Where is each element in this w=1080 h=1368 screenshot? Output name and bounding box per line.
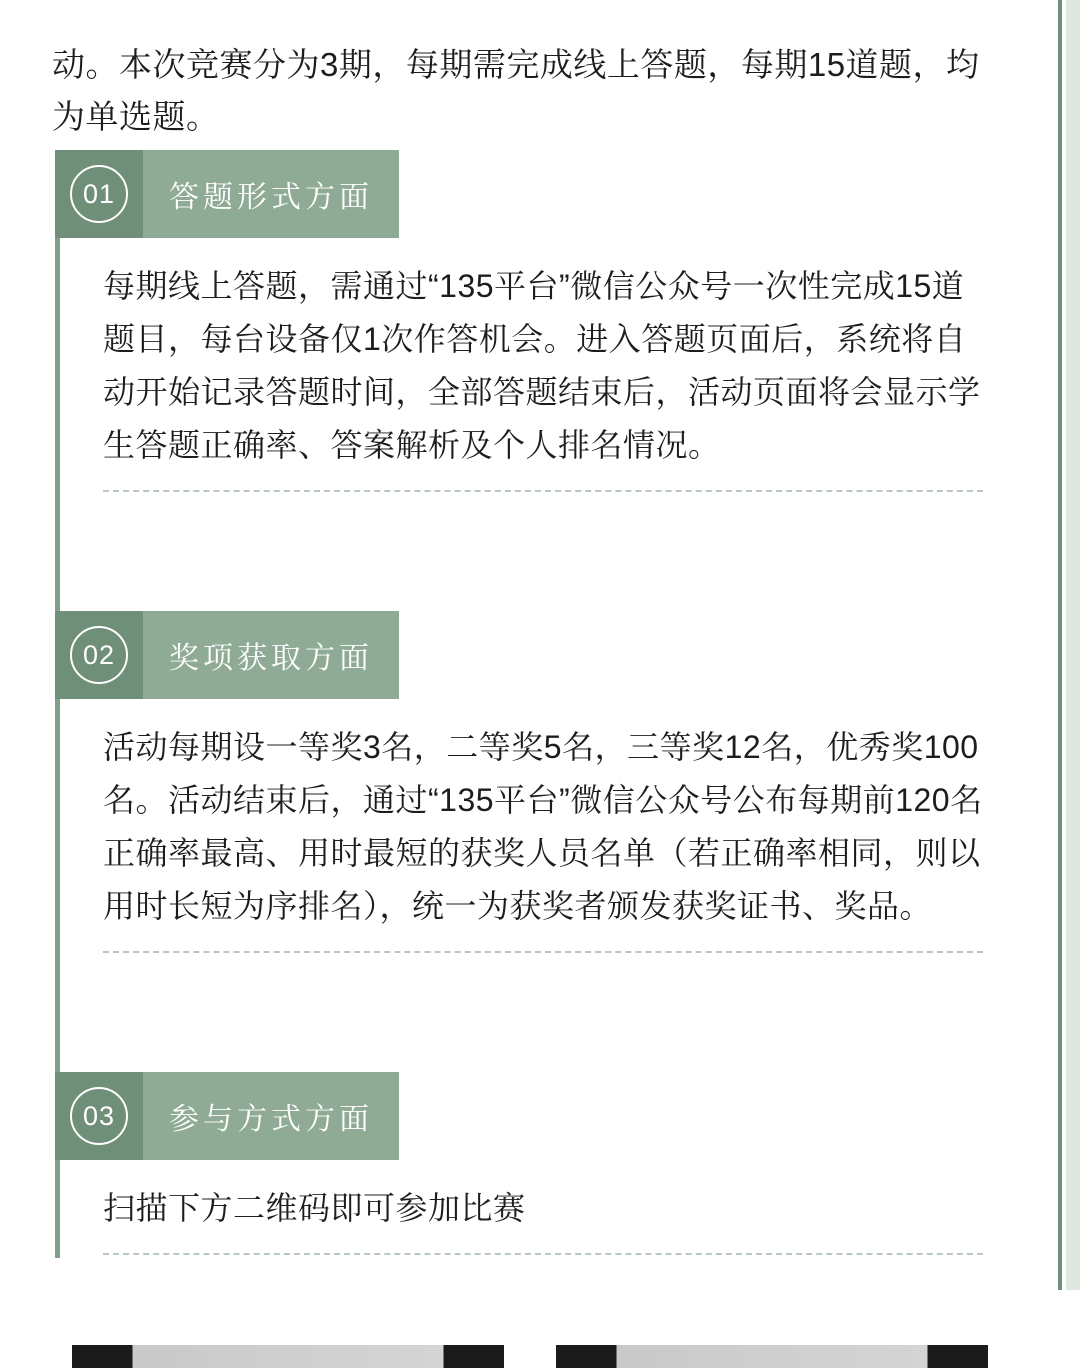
section-02-body: 活动每期设一等奖3名，二等奖5名，三等奖12名，优秀奖100名。活动结束后，通过“135平台”微信公众号公布每期前120名正确率最高、用时最短的获奖人员名单（若正确率相同，则以用时长短为序排名），统一为获奖者颁发获奖证书、奖品。: [103, 729, 983, 924]
section-01-number-box: [55, 150, 143, 238]
qr-thumbnail-row: [0, 1345, 1080, 1368]
section-02-number: 02: [70, 626, 128, 684]
section-03-body: 扫描下方二维码即可参加比赛: [103, 1190, 526, 1226]
section-02-divider: [103, 951, 983, 953]
qr-thumbnail-right: [556, 1345, 988, 1368]
section-01-title: 答题形式方面: [143, 150, 399, 238]
section-01-number: 01: [70, 165, 128, 223]
section-01-divider: [103, 490, 983, 492]
section-01-header: [55, 150, 985, 238]
section-03-divider: [103, 1253, 983, 1255]
section-03-header: [55, 1072, 985, 1160]
right-border-band: [1066, 0, 1080, 1290]
section-03-number-box: [55, 1072, 143, 1160]
right-border-line: [1058, 0, 1062, 1290]
section-02: [55, 611, 985, 953]
section-01: [55, 150, 985, 492]
section-02-header: [55, 611, 985, 699]
section-03-title: 参与方式方面: [143, 1072, 399, 1160]
qr-thumbnail-left: [72, 1345, 504, 1368]
section-02-title: 奖项获取方面: [143, 611, 399, 699]
section-03-number: 03: [70, 1087, 128, 1145]
section-01-body: 每期线上答题，需通过“135平台”微信公众号一次性完成15道题目，每台设备仅1次作答机会。进入答题页面后，系统将自动开始记录答题时间，全部答题结束后，活动页面将会显示学生答题正确率、答案解析及个人排名情况。: [103, 268, 981, 463]
intro-paragraph: 动。本次竞赛分为3期，每期需完成线上答题，每期15道题，均为单选题。: [52, 46, 980, 135]
section-03: [55, 1072, 985, 1255]
section-02-number-box: [55, 611, 143, 699]
